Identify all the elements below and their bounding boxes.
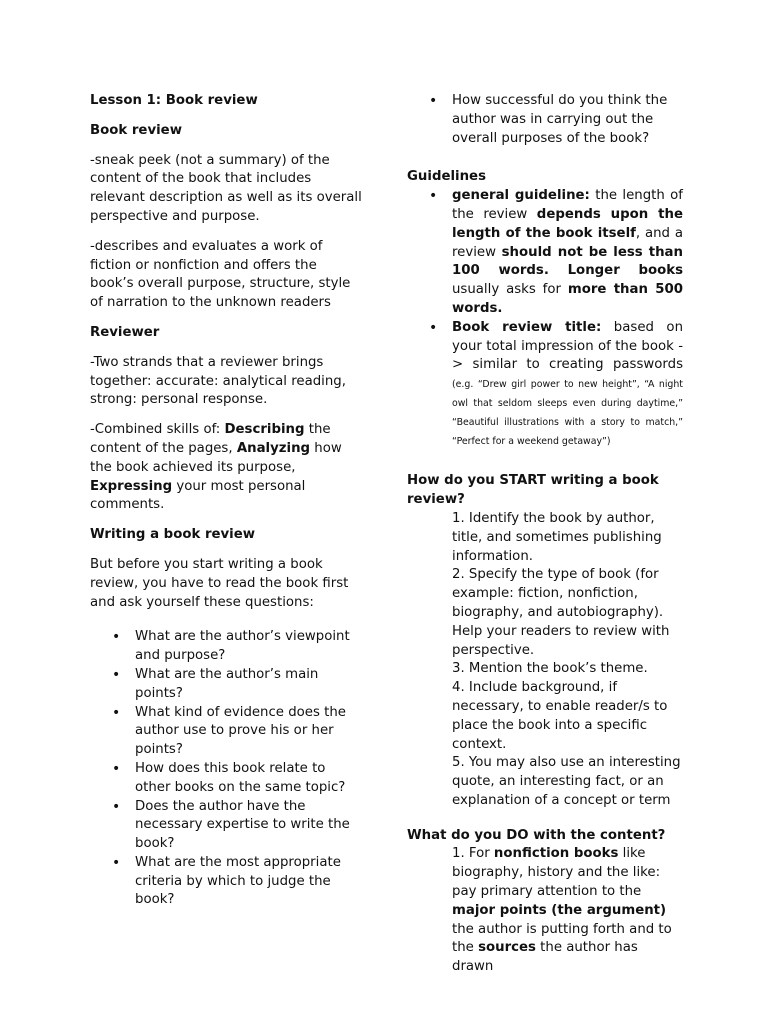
skill-describing: Describing [224, 422, 305, 438]
book-review-heading: Book review [90, 122, 182, 138]
list-item [452, 845, 683, 977]
skills-prefix: -Combined skills of: [90, 422, 225, 438]
list-item: • What are the most appropriate criteria by which to judge the book? [90, 854, 362, 910]
list-item: • Does the author have the necessary expertise to write the book? [90, 798, 362, 854]
start-steps [407, 510, 683, 811]
step-text: the author has drawn [452, 940, 638, 975]
skills-text-2: how the book achieved its purpose, [90, 440, 342, 475]
step-bold: nonfiction books [493, 846, 619, 862]
list-item: • What are the author’s viewpoint and purpose? [90, 628, 362, 666]
right-column [407, 92, 683, 993]
skill-analyzing: Analyzing [236, 440, 311, 456]
skill-expressing: Expressing [90, 478, 173, 494]
guidelines-list [407, 187, 683, 450]
guideline-title-label: Book review title: [452, 319, 602, 335]
list-item: 4. Include background, if necessary, to enable reader/s to place the book into a specific context. [452, 680, 668, 752]
step-text: 1. For [452, 846, 494, 862]
guideline-bold: should not be less than 100 words. Longer books [452, 244, 683, 279]
list-item: • How does this book relate to other books on the same topic? [90, 760, 362, 798]
guideline-title [407, 319, 683, 451]
step-bold: major points (the argument) [452, 902, 667, 918]
left-column [90, 92, 362, 910]
skills-paragraph [90, 421, 362, 515]
guideline-general-label: general guideline: [452, 188, 590, 204]
guideline-text: based on your total impression of the book -> similar to creating passwords [452, 319, 683, 373]
list-item: • What are the author’s main points? [90, 666, 362, 704]
list-item: 3. Mention the book’s theme. [452, 661, 648, 677]
questions-list-continued [407, 92, 683, 148]
skills-text-3: your most personal comments. [90, 478, 306, 513]
questions-list [90, 628, 362, 910]
definition-2: -describes and evaluates a work of fiction or nonfiction and offers the book’s overall purpose, structure, style of narration to the unknown readers [90, 238, 351, 311]
reviewer-heading: Reviewer [90, 324, 160, 340]
list-item: 2. Specify the type of book (for example: fiction, nonfiction, biography, and autobiography). Help your readers to review with perspective. [452, 567, 670, 658]
writing-intro: But before you start writing a book review, you have to read the book first and ask yourself these questions: [90, 556, 349, 610]
reviewer-text: -Two strands that a reviewer brings together: accurate: analytical reading, strong: personal response. [90, 354, 346, 408]
step-bold: sources [478, 940, 536, 956]
lesson-title: Lesson 1: Book review [90, 93, 258, 108]
start-heading: How do you START writing a book review? [407, 473, 659, 508]
guideline-text: usually asks for [452, 282, 568, 298]
do-steps [407, 845, 683, 977]
skills-text-1: the content of the pages, [90, 422, 331, 456]
definition-1: -sneak peek (not a summary) of the content of the book that includes relevant description as well as its overall perspective and purpose. [90, 152, 362, 224]
guideline-bold: more than 500 words. [452, 282, 684, 316]
guideline-text: the length of the review [452, 188, 683, 222]
do-heading: What do you DO with the content? [407, 827, 666, 843]
title-examples: (e.g. “Drew girl power to new height”, “A night owl that seldom sleeps even during daytime,” “Beautiful illustrations with a story to match,” “Perfect for a weekend getaway”) [452, 379, 683, 447]
writing-heading: Writing a book review [90, 527, 256, 543]
list-item: 1. Identify the book by author, title, and sometimes publishing information. [452, 510, 662, 564]
step-text: the author is putting forth and to the [452, 921, 672, 956]
list-item: • How successful do you think the author was in carrying out the overall purposes of the book? [407, 92, 683, 148]
guideline-text: , and a review [452, 225, 683, 260]
list-item: 5. You may also use an interesting quote, an interesting fact, or an explanation of a concept or term [452, 755, 681, 808]
guideline-general [407, 187, 683, 319]
guideline-bold: depends upon the length of the book itself [452, 206, 683, 241]
step-text: like biography, history and the like: pay primary attention to the [452, 846, 661, 900]
list-item: • What kind of evidence does the author use to prove his or her points? [90, 704, 362, 760]
guidelines-heading: Guidelines [407, 169, 486, 185]
